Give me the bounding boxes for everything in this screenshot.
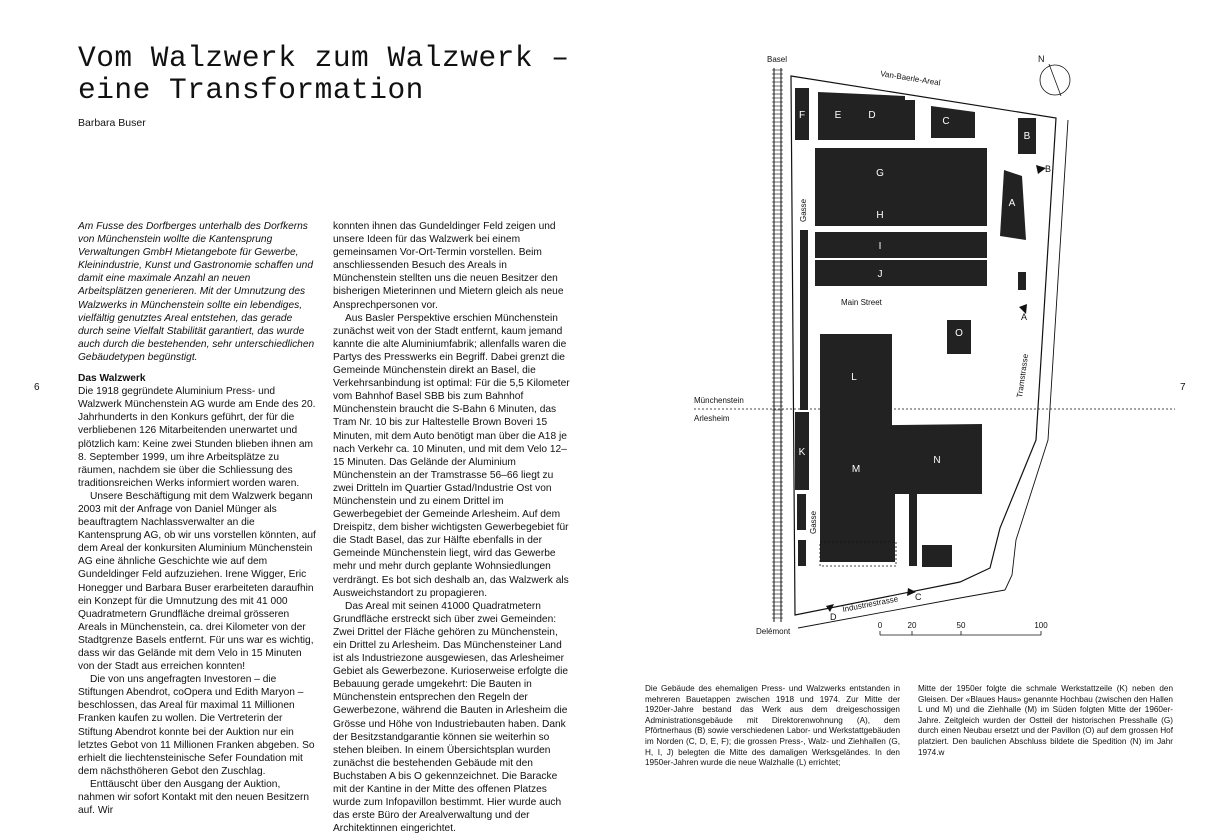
scale-100: 100: [1034, 621, 1048, 630]
building-G: [815, 148, 987, 204]
paragraph: Unsere Beschäftigung mit dem Walzwerk begann 2003 mit der Anfrage von Daniel Münger als beauftragtem Nachlassverwalter an die Kantensprung AG, ob wir uns vorstellen könnten, auf dem Areal der konkursiten Aluminium Münchenstein AG eine ähnliche Geschichte wie auf dem Gundeldinger Feld aufzuziehen. Irene Wigger, Eric Honegger und Barbara Buser erarbeiteten daraufhin ein Konzept für die Umnutzung des mit 41 000 Quadratmetern Grundfläche dreimal grösseren Areals in Münchenstein, ca. drei Kilometer von der Stadtgrenze Basels entfernt. Für uns war es wichtig, dass wir das Gelände mit dem Velo in 15 Minuten von der Stadt aus erreichen konnten!: [78, 490, 316, 673]
label-D: D: [868, 110, 876, 121]
label-delemont: Delémont: [756, 627, 791, 636]
label-M: M: [851, 464, 861, 475]
intro-paragraph: Am Fusse des Dorfberges unterhalb des Dorfkerns von Münchenstein wollte die Kantensprung Verwaltungen GmbH Mietangebote für Gewerbe, Kleinindustrie, Kunst und Gastronomie schaffen und damit eine maximale Anzahl an neuen Arbeitsplätzen generieren. Mit der Umnutzung des Walzwerks in Münchenstein sollte ein lebendiges, vielfältig genutztes Areal entstehen, das gerade durch seine Vielfalt Stabilität garantiert, das wurde auch durch die bestehenden, sehr unterschiedlichen Gebäudetypen begünstigt.: [78, 221, 315, 363]
building-gasse-strip: [800, 230, 808, 410]
north-arrow: [1038, 54, 1070, 96]
label-F: F: [798, 110, 806, 121]
label-tramstrasse: Tramstrasse: [1015, 353, 1031, 399]
building-E-D: [818, 92, 915, 140]
building-small-5: [1018, 272, 1026, 290]
building-I: [815, 232, 987, 258]
label-C: C: [942, 116, 950, 127]
paragraph: Die von uns angefragten Investoren – die Stiftungen Abendrot, coOpera und Edith Maryon – beschlossen, das Areal für maximal 11 Millionen Franken kaufen zu wollen. Die Vertreterin der Stiftung Abendrot konnte bei der Auktion nur ein letztes Gebot von 11 Millionen Franken abgeben. So erhielt die liechtensteinische Sefer Foundation mit dem nächsthöheren Gebot den Zuschlag.: [78, 674, 315, 777]
label-O: O: [955, 328, 963, 339]
building-small-2: [798, 540, 806, 566]
paragraph: Das Areal mit seinen 41000 Quadratmetern Grundfläche erstreckt sich über zwei Gemeinden: Zwei Drittel der Fläche gehören zu Münchenstein, ein Drittel zu Arlesheim. Das Münchensteiner Land ist als Industriezone ausgewiesen, das Arlesheimer Gebiet als Gewerbezone. Kurioserweise erfolgte die Bebauung gerade umgekehrt: Die Bauten in Münchenstein entsprechen den Regeln der Gewerbezone, während die Bauten in Arlesheim die Grösse und Höhe von Industriebauten haben. Dank der Besitzstandgarantie können sie weiterhin so stehen bleiben. In einem Übersichtsplan wurden zunächst die bestehenden Gebäude mit den Buchstaben A bis O gekennzeichnet. Die Baracke mit der Kantine in der Mitte des offenen Platzes wurde zum Infopavillon bestimmt. Hier wurde auch das erste Büro der Arealverwaltung und der Architektinnen eingerichtet.: [333, 600, 569, 835]
building-J: [815, 260, 987, 286]
section-heading: Das Walzwerk: [78, 373, 146, 385]
scale-bar: [880, 631, 1041, 635]
building-small-4: [922, 545, 952, 567]
arrow-label-C: C: [915, 592, 922, 602]
label-muenchenstein: Münchenstein: [694, 396, 744, 405]
arrow-label-B: B: [1045, 164, 1052, 174]
building-small-1: [797, 494, 806, 530]
label-H: H: [876, 210, 884, 221]
label-gasse-bottom: Gasse: [809, 510, 818, 534]
label-J: J: [877, 269, 883, 280]
arrow-label-A: A: [1021, 312, 1028, 322]
page-number-left: 6: [34, 382, 40, 393]
paragraph: Die 1918 gegründete Aluminium Press- und Walzwerk Münchenstein AG wurde am Ende des 20. Jahrhunderts in den Konkurs geführt, der für die verbliebenen 126 Mitarbeitenden unerwartet und plötzlich kam: Keine zwei Stunden blieben ihnen am 8. September 1999, um ihre Arbeitsplätze zu räumen, nachdem sie über die Schliessung des traditionsreichen Werks informiert worden waren.: [78, 386, 316, 489]
label-industriestrasse: Industriestrasse: [841, 594, 899, 614]
buildings: [795, 88, 1036, 567]
scale-20: 20: [907, 621, 917, 630]
paragraph: Enttäuscht über den Ausgang der Auktion, nahmen wir sofort Kontakt mit den neuen Besitzern auf. Wir: [78, 778, 310, 817]
label-main-street: Main Street: [841, 298, 882, 307]
author: Barbara Buser: [78, 117, 146, 129]
label-gasse-top: Gasse: [799, 198, 808, 222]
page-number-right: 7: [1180, 382, 1186, 393]
label-L: L: [851, 372, 857, 383]
label-B: B: [1023, 131, 1031, 142]
label-van-baerle: Van-Baerle-Areal: [879, 69, 942, 88]
building-C: [931, 106, 975, 138]
scale-labels: [878, 621, 1048, 630]
title-line-2: eine Transformation: [78, 73, 424, 107]
building-M-N: [820, 424, 982, 562]
scale-0: 0: [877, 621, 883, 630]
scale-50: 50: [956, 621, 966, 630]
paragraph: Aus Basler Perspektive erschien Münchenstein zunächst weit von der Stadt entfernt, kaum jemand kannte die alte Aluminiumfabrik; allenfalls waren die Partys des Presswerks ein Begriff. Dabei grenzt die Gemeinde Münchenstein direkt an Basel, die Verkehrsanbindung ist optimal: Für die 5,5 Kilometer vom Bahnhof Basel SBB bis zum Bahnhof Münchenstein braucht die S-Bahn 6 Minuten, das Tram Nr. 10 bis zur Haltestelle Brown Boveri 15 Minuten, mit dem Auto benötigt man über die A18 je nach Verkehr ca. 10 Minuten, und mit dem Velo 12–15 Minuten. Das Gelände der Aluminium Münchenstein an der Tramstrasse 56–66 liegt zu zwei Dritteln im Quartier Gstad/Industrie Ost von Münchenstein und zu einem Drittel im Gewerbegebiet der Gemeinde Arlesheim. Auf dem Dreispitz, dem bisher wichtigsten Gewerbegebiet für die Stadt Basel, das zur Hälfte ebenfalls in der Gemeinde Münchenstein liegt, wird das Gewerbe mehr und mehr durch geplante Wohnsiedlungen verdrängt. Es bot sich deshalb an, das Walzwerk als Ausweichstandort zu propagieren.: [333, 312, 570, 599]
north-label: N: [1038, 54, 1045, 64]
label-K: K: [798, 447, 806, 458]
label-N: N: [933, 455, 941, 466]
building-H: [815, 204, 987, 226]
building-small-3: [909, 494, 917, 566]
label-basel: Basel: [767, 55, 788, 64]
label-A: A: [1008, 198, 1016, 209]
label-arlesheim: Arlesheim: [694, 414, 730, 423]
label-E: E: [834, 110, 842, 121]
arrow-label-D: D: [830, 612, 837, 622]
label-I: I: [878, 241, 882, 252]
paragraph: konnten ihnen das Gundeldinger Feld zeigen und unsere Ideen für das Walzwerk bei einem gemeinsamen Vor-Ort-Termin vorstellen. Beim anschliessenden Besuch des Areals in Münchenstein stellten uns die neuen Besitzer den bisherigen Mieterinnen und Mietern gleich als neue Ansprechpersonen vor.: [333, 221, 564, 311]
map-caption-1: Die Gebäude des ehemaligen Press- und Walzwerks entstanden in mehreren Bauetappen zwischen 1918 und 1974. Zur Mitte der 1920er-Jahre bestand das Werk aus dem dreigeschossigen Administrationsgebäude mit Direktorenwohnung (A), dem Pförtnerhaus (B) sowie verschiedenen Labor- und Werkstattgebäuden im Norden (C, D, E, F); die grossen Press-, Walz- und Ziehhallen (G, H, I, J) belegten die Mitte des damaligen Werksgeländes. In den 1950er-Jahren wurde die neue Walzhalle (L) errichtet;: [645, 684, 900, 768]
railway-tracks: [774, 68, 781, 622]
map-caption-2: Mitte der 1950er folgte die schmale Werkstattzeile (K) neben den Gleisen. Der «Blaues Haus» genannte Hochbau (zwischen den Hallen L und M) und die Ziehhalle (M) im Süden folgten Mitte der 1960er-Jahre. Zeitgleich wurden der Ostteil der historischen Presshalle (G) durch einen Neubau ersetzt und der Pavillon (O) auf dem grossen Hof platziert. Den baulichen Abschluss bildete die Spedition (N) im Jahr 1974.w: [918, 684, 1173, 757]
label-G: G: [876, 168, 884, 179]
title-line-1: Vom Walzwerk zum Walzwerk –: [78, 41, 570, 75]
